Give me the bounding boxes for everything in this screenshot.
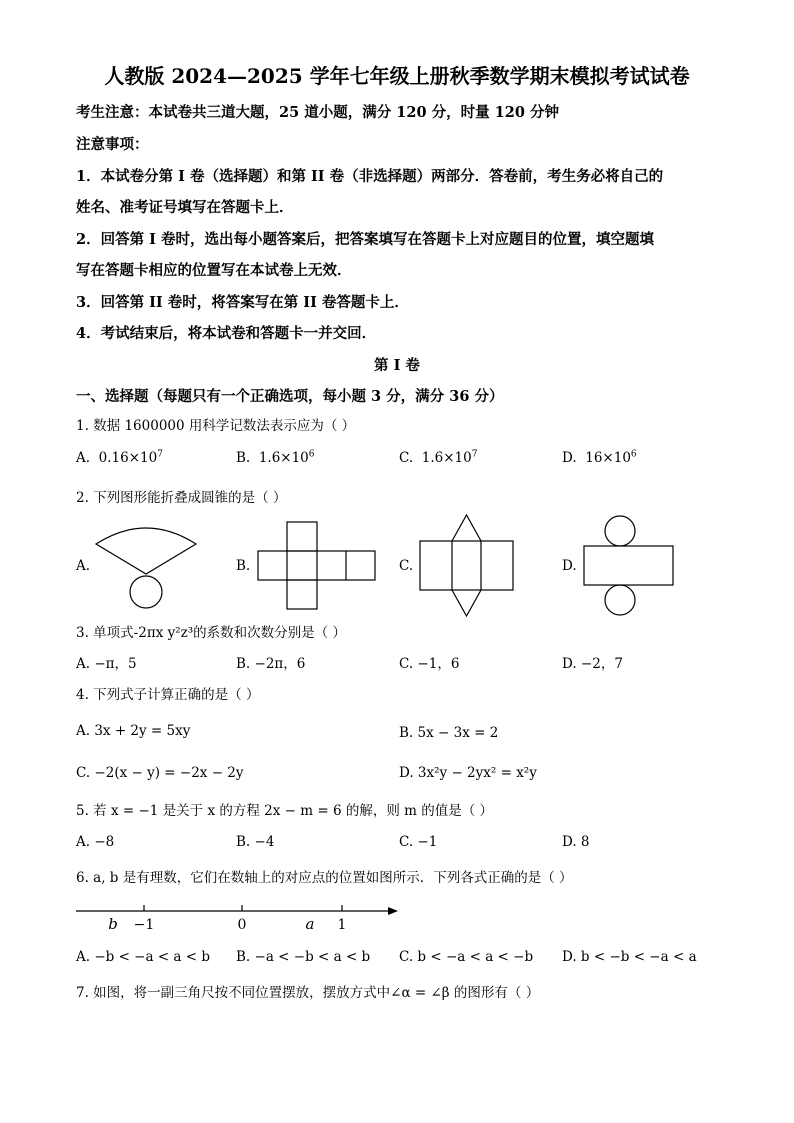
- q1-option-a: A. $0.16\times 10^7$: [76, 449, 163, 466]
- q1-option-b: B. $1.6\times 10^6$: [236, 449, 315, 466]
- question-7-stem: 7. 如图，将一副三角尺按不同位置摆放，摆放方式中∠α = ∠β 的图形有（ ）: [76, 985, 540, 1001]
- matter-line-5: 3．回答第 II 卷时，将答案写在第 II 卷答题卡上．: [76, 294, 409, 311]
- q3-option-a: A. −π，5: [76, 656, 137, 672]
- question-4-stem: 4. 下列式子计算正确的是（ ）: [76, 687, 260, 703]
- section-title: 第 I 卷: [374, 357, 420, 374]
- q2-option-b-label: B.: [236, 558, 251, 574]
- matter-line-2: 姓名、准考证号填写在答题卡上．: [76, 199, 294, 216]
- q2-figure-c-prism-net: [418, 512, 516, 620]
- q2-option-a-label: A.: [76, 558, 91, 574]
- exam-title: 人教版 2024—2025 学年七年级上册秋季数学期末模拟考试试卷: [104, 64, 690, 88]
- q2-figure-a-sector-circle: [94, 522, 198, 612]
- number-line-label-b: b: [108, 915, 118, 933]
- number-line-label-a: a: [305, 915, 315, 933]
- q6-option-c: C. b < −a < a < −b: [399, 949, 534, 965]
- q2-figure-d-cylinder-net: [582, 514, 676, 618]
- q5-option-d: D. 8: [562, 834, 590, 850]
- exam-notice: 考生注意：本试卷共三道大题，25 道小题，满分 120 分，时量 120 分钟: [76, 104, 559, 121]
- q6-option-d: D. b < −b < −a < a: [562, 949, 697, 965]
- q3-option-b: B. −2π，6: [236, 656, 306, 672]
- q4-option-d: D. 3x²y − 2yx² = x²y: [399, 765, 537, 781]
- q6-number-line: [74, 900, 404, 936]
- number-line-label-minus-one: −1: [133, 917, 155, 933]
- q6-option-b: B. −a < −b < a < b: [236, 949, 371, 965]
- matter-line-3: 2．回答第 I 卷时，选出每小题答案后，把答案填写在答题卡上对应题目的位置，填空题填: [76, 231, 654, 248]
- q1-option-d: D. $16\times 10^6$: [562, 449, 637, 466]
- q5-option-b: B. −4: [236, 834, 275, 850]
- q4-option-b: B. 5x − 3x = 2: [399, 725, 499, 741]
- q5-option-c: C. −1: [399, 834, 438, 850]
- question-6-stem: 6. a, b 是有理数，它们在数轴上的对应点的位置如图所示．下列各式正确的是（ ）: [76, 870, 573, 886]
- question-2-stem: 2. 下列图形能折叠成圆锥的是（ ）: [76, 490, 287, 506]
- q2-option-c-label: C.: [399, 558, 414, 574]
- question-5-stem: 5. 若 x = −1 是关于 x 的方程 2x − m = 6 的解，则 m 的值是（ ）: [76, 803, 493, 819]
- matter-line-4: 写在答题卡相应的位置写在本试卷上无效．: [76, 262, 352, 279]
- q6-option-a: A. −b < −a < a < b: [76, 949, 211, 965]
- matter-line-6: 4．考试结束后，将本试卷和答题卡一并交回．: [76, 325, 377, 342]
- matter-line-1: 1．本试卷分第 I 卷（选择题）和第 II 卷（非选择题）两部分．答卷前，考生务必将自己的: [76, 168, 664, 185]
- question-1-stem: 1. 数据 1600000 用科学记数法表示应为（ ）: [76, 418, 356, 434]
- number-line-label-one: 1: [337, 917, 347, 933]
- part-title: 一、选择题（每题只有一个正确选项，每小题 3 分，满分 36 分）: [76, 388, 504, 405]
- q2-figure-b-cube-net: [258, 520, 378, 612]
- question-3-stem: 3. 单项式-2πx y²z³的系数和次数分别是（ ）: [76, 625, 346, 641]
- q3-option-d: D. −2，7: [562, 656, 623, 672]
- q5-option-a: A. −8: [76, 834, 115, 850]
- q1-option-c: C. $1.6\times 10^7$: [399, 449, 478, 466]
- q4-option-a: A. 3x + 2y = 5xy: [76, 723, 191, 739]
- number-line-label-zero: 0: [237, 917, 247, 933]
- q3-option-c: C. −1，6: [399, 656, 460, 672]
- q2-option-d-label: D.: [562, 558, 577, 574]
- q4-option-c: C. −2(x − y) = −2x − 2y: [76, 765, 244, 781]
- matters-heading: 注意事项：: [76, 136, 149, 153]
